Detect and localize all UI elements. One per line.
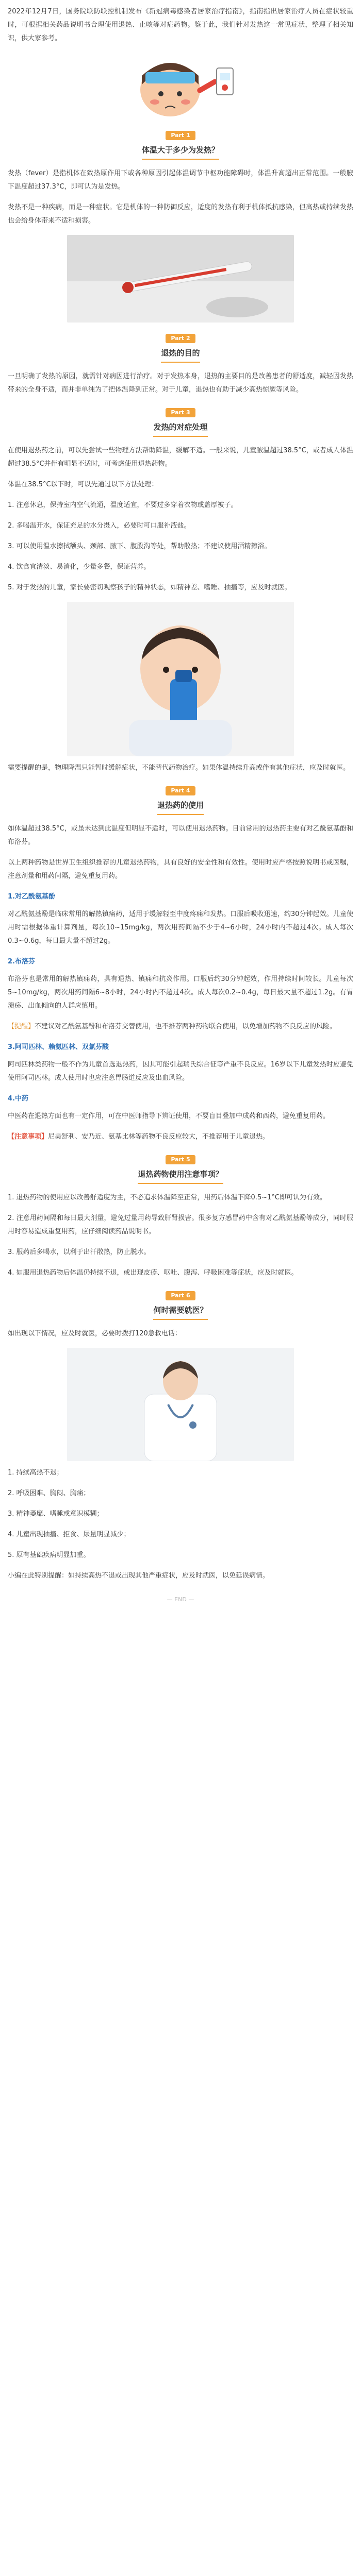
tip-paragraph (8, 1130, 353, 1144)
tip-paragraph (8, 1020, 353, 1033)
section-number-badge: Part 3 (166, 408, 195, 417)
drug-heading: 1.对乙酰氨基酚 (8, 893, 55, 901)
drug-heading: 2.布洛芬 (8, 958, 35, 965)
closing-paragraph: 小编在此特别提醒：如持续高热不退或出现其他严重症状，应及时就医，以免延误病情。 (8, 1572, 270, 1580)
see-doctor-list (8, 1466, 353, 1562)
list-item: 3. 可以使用温水擦拭额头、颈部、腋下、腹股沟等处，帮助散热；不建议使用酒精擦浴。 (8, 543, 271, 550)
section-title: 何时需要就医？ (153, 1303, 207, 1320)
child-drinking-photo (67, 602, 294, 756)
section-number-badge: Part 4 (166, 786, 195, 795)
list-item: 4. 饮食宜清淡、易消化，少量多餐，保证营养。 (8, 563, 151, 571)
list-item: 1. 持续高热不退； (8, 1469, 63, 1477)
list-item: 1. 注意休息，保持室内空气流通，温度适宜，不要过多穿着衣物或盖厚被子。 (8, 501, 238, 509)
section-title: 退热的目的 (161, 346, 200, 363)
section-header (8, 334, 353, 363)
section-number-badge: Part 1 (166, 131, 195, 140)
list-item: 5. 原有基础疾病明显加重。 (8, 1551, 90, 1559)
section-header (8, 1291, 353, 1320)
tip-label: 【注意事项】 (8, 1133, 48, 1141)
paragraph: 以上两种药物是世界卫生组织推荐的儿童退热药物，具有良好的安全性和有效性。使用时应严格按照说明书或医嘱，注意剂量和用药间隔，避免重复用药。 (8, 859, 353, 880)
section-number-badge: Part 5 (166, 1155, 195, 1164)
paragraph: 阿司匹林类药物一般不作为儿童首选退热药，因其可能引起瑞氏综合征等严重不良反应。16岁以下儿童发热时应避免使用阿司匹林。成人使用时也应注意胃肠道反应及出血风险。 (8, 1061, 353, 1082)
list-item: 2. 呼吸困难、胸闷、胸痛； (8, 1489, 90, 1497)
section-header (8, 408, 353, 437)
paragraph: 布洛芬也是常用的解热镇痛药，具有退热、镇痛和抗炎作用。口服后约30分钟起效，作用持续时间较长。儿童每次5~10mg/kg，两次用药间隔6~8小时，24小时内不超过4次。成人每次0.2~0.4g，每日最大量不超过1.2g。有胃溃疡、出血倾向的人群应慎用。 (8, 975, 353, 1010)
drug-heading: 3.阿司匹林、赖氨匹林、双氯芬酸 (8, 1043, 109, 1051)
tip-text: 尼美舒利、安乃近、氨基比林等药物不良反应较大，不推荐用于儿童退热。 (48, 1133, 270, 1141)
list-item: 1. 退热药物的使用应以改善舒适度为主，不必追求体温降至正常，用药后体温下降0.5~1°C即可认为有效。 (8, 1194, 326, 1201)
section-header (8, 1155, 353, 1184)
section-title: 发热的对症处理 (153, 420, 207, 437)
section-number-badge: Part 6 (166, 1291, 195, 1300)
paragraph: 发热（fever）是指机体在致热原作用下或各种原因引起体温调节中枢功能障碍时，体温升高超出正常范围。一般腋下温度超过37.3°C，即可认为是发热。 (8, 170, 353, 191)
drug-heading: 4.中药 (8, 1095, 28, 1103)
paragraph: 对乙酰氨基酚是临床常用的解热镇痛药，适用于缓解轻至中度疼痛和发热。口服后吸收迅速，约30分钟起效。儿童使用时需根据体重计算剂量，每次10~15mg/kg，两次用药间隔不少于4~6小时，24小时内不超过4次。成人每次0.3~0.6g，每日最大量不超过2g。 (8, 910, 353, 945)
list-item: 3. 服药后多喝水，以利于出汗散热，防止脱水。 (8, 1248, 151, 1256)
list-item: 2. 注意用药间隔和每日最大剂量，避免过量用药导致肝肾损害。很多复方感冒药中含有对乙酰氨基酚等成分，同时服用时容易造成重复用药，应仔细阅读药品说明书。 (8, 1214, 353, 1235)
precautions-list (8, 1191, 353, 1280)
thermometer-photo (67, 235, 294, 323)
tip-text: 不建议对乙酰氨基酚和布洛芬交替使用，也不推荐两种药物联合使用，以免增加药物不良反应的风险。 (35, 1023, 337, 1030)
tip-label: 【提醒】 (8, 1023, 35, 1030)
intro-paragraph: 2022年12月7日，国务院联防联控机制发布《新冠病毒感染者居家治疗指南》，指南指出居家治疗人员在症状较重时，可根据相关药品说明书合理使用退热、止咳等对症药物。鉴于此，我们针对发热这一常见症状，整理了相关知识，供大家参考。 (8, 8, 353, 42)
paragraph: 如出现以下情况，应及时就医，必要时拨打120急救电话： (8, 1330, 182, 1337)
care-steps-list (8, 499, 353, 595)
section-header (8, 786, 353, 815)
list-item: 4. 如服用退热药物后体温仍持续不退，或出现皮疹、呕吐、腹泻、呼吸困难等症状，应及时就医。 (8, 1269, 298, 1277)
list-item: 4. 儿童出现抽搐、拒食、尿量明显减少； (8, 1531, 130, 1538)
doctor-photo (67, 1348, 294, 1461)
paragraph: 一旦明确了发热的原因，就需针对病因进行治疗。对于发热本身，退热的主要目的是改善患者的舒适度，减轻因发热带来的全身不适，而并非单纯为了把体温降到正常。对于儿童，退热也有助于减少高热惊厥等风险。 (8, 372, 353, 394)
list-item: 3. 精神萎靡、嗜睡或意识模糊； (8, 1510, 104, 1518)
paragraph: 需要提醒的是，物理降温只能暂时缓解症状，不能替代药物治疗。如果体温持续升高或伴有其他症状，应及时就医。 (8, 764, 350, 772)
list-item: 2. 多喝温开水，保证充足的水分摄入，必要时可口服补液盐。 (8, 522, 191, 530)
footer-mark: — END — (167, 1596, 194, 1603)
paragraph: 在使用退热药之前，可以先尝试一些物理方法帮助降温，缓解不适。一般来说，儿童腋温超过38.5°C，或者成人体温超过38.5°C并伴有明显不适时，可考虑使用退热药物。 (8, 447, 353, 468)
section-title: 体温大于多少为发热？ (142, 143, 219, 160)
section-header (8, 131, 353, 160)
paragraph: 发热不是一种疾病，而是一种症状。它是机体的一种防御反应，适度的发热有利于机体抵抗感染，但高热或持续发热也会给身体带来不适和损害。 (8, 204, 353, 225)
paragraph: 如体温超过38.5°C，或虽未达到此温度但明显不适时，可以使用退热药物。目前常用的退热药主要有对乙酰氨基酚和布洛芬。 (8, 825, 353, 846)
section-title: 退热药物使用注意事项？ (138, 1167, 223, 1184)
paragraph: 中医药在退热方面也有一定作用，可在中医师指导下辨证使用，不要盲目叠加中成药和西药，避免重复用药。 (8, 1112, 330, 1120)
list-item: 5. 对于发热的儿童，家长要密切观察孩子的精神状态，如精神差、嗜睡、抽搐等，应及时就医。 (8, 584, 291, 591)
section-number-badge: Part 2 (166, 334, 195, 343)
section-title: 退热药的使用 (157, 799, 204, 815)
paragraph: 体温在38.5°C以下时，可以先通过以下方法处理： (8, 481, 158, 488)
sick-child-illustration (113, 53, 248, 120)
